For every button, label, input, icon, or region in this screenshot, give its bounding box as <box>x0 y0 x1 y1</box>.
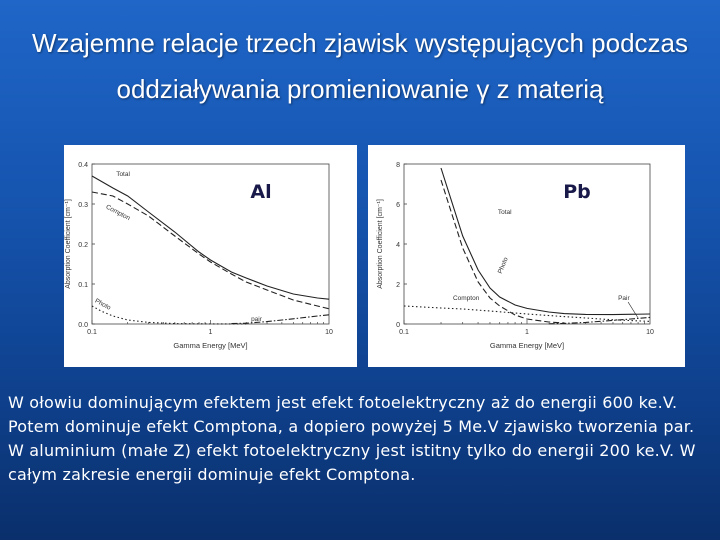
x-tick-label: 10 <box>646 329 654 336</box>
y-tick-label: 0.3 <box>78 202 88 209</box>
series-label-compton: Compton <box>452 295 480 302</box>
y-tick-label: 6 <box>396 202 400 209</box>
y-tick-label: 0.0 <box>78 322 88 329</box>
x-tick-label: 0.1 <box>87 329 97 336</box>
x-tick-label: 10 <box>325 329 333 336</box>
y-tick-label: 0.4 <box>78 162 88 169</box>
series-label-pair: pair <box>251 315 262 323</box>
series-line-total <box>92 176 329 299</box>
x-tick-label: 0.1 <box>399 329 409 336</box>
series-label-photo: Photo <box>496 256 510 275</box>
series-label-total: Total <box>116 171 130 178</box>
x-tick-label: 1 <box>525 329 529 336</box>
y-tick-label: 8 <box>396 162 400 169</box>
chart-panel-pb <box>368 145 685 367</box>
plot-frame <box>404 164 650 324</box>
series-label-photo: Photo <box>93 297 112 312</box>
y-axis-label: Absorption Coefficient [cm⁻¹] <box>377 199 384 289</box>
slide-title-line-1: Wzajemne relacje trzech zjawisk występujących podczas <box>31 28 689 58</box>
series-label-total: Total <box>497 209 512 216</box>
y-tick-label: 4 <box>396 242 400 249</box>
chart-panel-al <box>64 145 357 367</box>
series-label-pair: Pair <box>618 295 630 302</box>
y-tick-label: 0 <box>396 322 400 329</box>
y-axis-label: Absorption Coefficient [cm⁻¹] <box>65 199 72 289</box>
y-tick-label: 0.1 <box>78 282 88 289</box>
series-line-photo <box>92 306 246 324</box>
series-label-pointer <box>628 302 638 318</box>
series-label-compton: Compton <box>104 203 132 223</box>
chart-al <box>64 145 357 367</box>
slide-title-line-2: oddziaływania promieniowanie γ z materią <box>116 74 604 104</box>
chart-element-label: Pb <box>563 181 591 203</box>
chart-pb <box>368 145 685 367</box>
y-tick-label: 2 <box>396 282 400 289</box>
chart-element-label: Al <box>250 181 272 203</box>
slide-caption: W ołowiu dominującym efektem jest efekt fotoelektryczny aż do energii 600 ke.V. Potem dominuje efekt Comptona, a dopiero powyżej 5 Me.V zjawisko tworzenia par. W aluminium (małe Z) efekt fotoelektryczny jest istitny tylko do energii 200 ke.V. W całym zakresie energii dominuje efekt Comptona. <box>8 393 696 484</box>
x-tick-label: 1 <box>208 329 213 336</box>
x-axis-label: Gamma Energy [MeV] <box>173 341 248 350</box>
x-axis-label: Gamma Energy [MeV] <box>489 341 565 350</box>
series-line-compton <box>92 192 329 309</box>
series-line-total <box>441 168 650 315</box>
y-tick-label: 0.2 <box>78 242 88 249</box>
